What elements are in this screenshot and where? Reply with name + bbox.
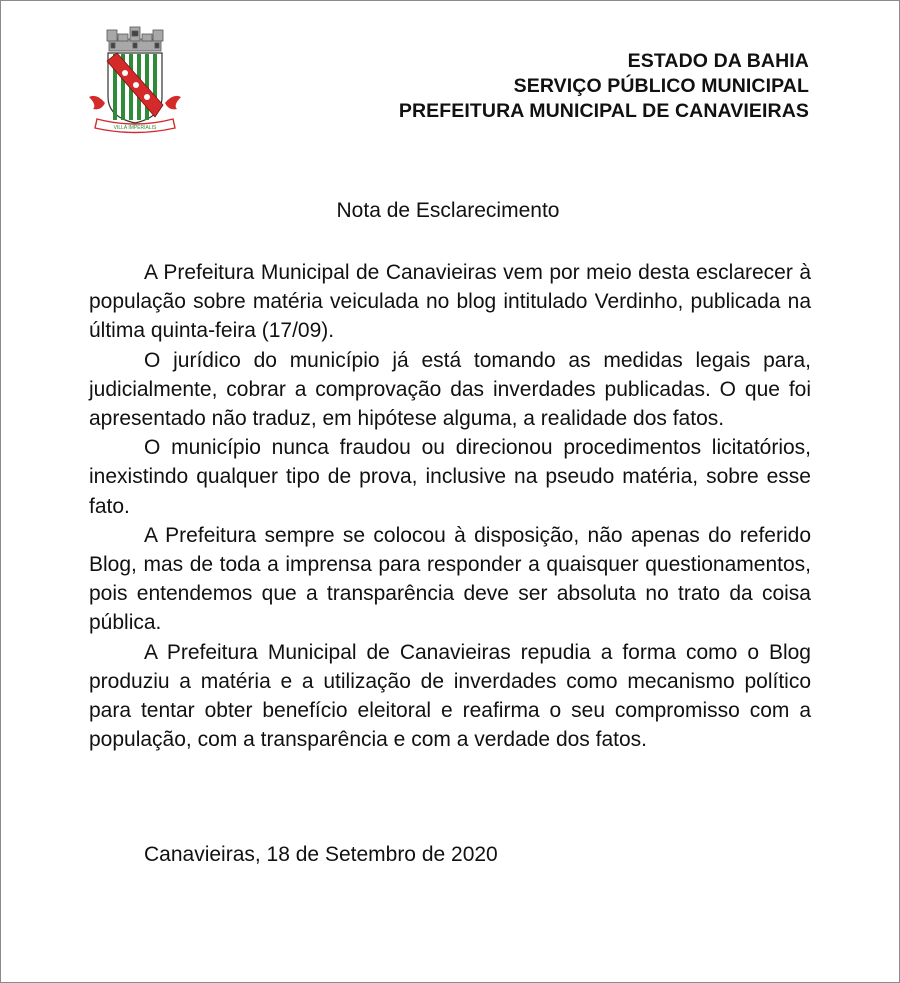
header-state: ESTADO DA BAHIA [627, 50, 809, 72]
paragraph: A Prefeitura Municipal de Canavieiras vem por meio desta esclarecer à população sobre matéria veiculada no blog intitulado Verdinho, publicada na última quinta-feira (17/09). [89, 261, 811, 343]
paragraph: O município nunca fraudou ou direcionou procedimentos licitatórios, inexistindo qualquer tipo de prova, inclusive na pseudo matéria, sobre esse fato. [89, 436, 811, 518]
mural-crown [107, 27, 163, 51]
document-title: Nota de Esclarecimento [336, 199, 560, 222]
dateline: Canavieiras, 18 de Setembro de 2020 [144, 843, 498, 866]
paragraph: A Prefeitura sempre se colocou à disposição, não apenas do referido Blog, mas de toda a imprensa para responder a quaisquer questionamentos, pois entendemos que a transparência deve ser absoluta no trato da coisa pública. [89, 523, 811, 635]
paragraph: A Prefeitura Municipal de Canavieiras repudia a forma como o Blog produziu a matéria e a utilização de inverdades como mecanismo político para tentar obter benefício eleitoral e reafirma o seu compromisso com a população, com a transparência e com a verdade dos fatos. [89, 640, 811, 752]
left-ornament [89, 96, 105, 110]
right-ornament [165, 96, 181, 110]
municipal-crest-logo [83, 25, 187, 135]
letterhead [399, 49, 809, 124]
document-body [89, 258, 811, 754]
header-service: SERVIÇO PÚBLICO MUNICIPAL [513, 75, 809, 97]
svg-text:VILLA IMPERIALIS: VILLA IMPERIALIS [113, 125, 157, 131]
header-prefecture: PREFEITURA MUNICIPAL DE CANAVIEIRAS [398, 100, 809, 122]
paragraph: O jurídico do município já está tomando as medidas legais para, judicialmente, cobrar a comprovação das inverdades publicadas. O que foi apresentado não traduz, em hipótese alguma, a realidade dos fatos. [89, 348, 811, 431]
